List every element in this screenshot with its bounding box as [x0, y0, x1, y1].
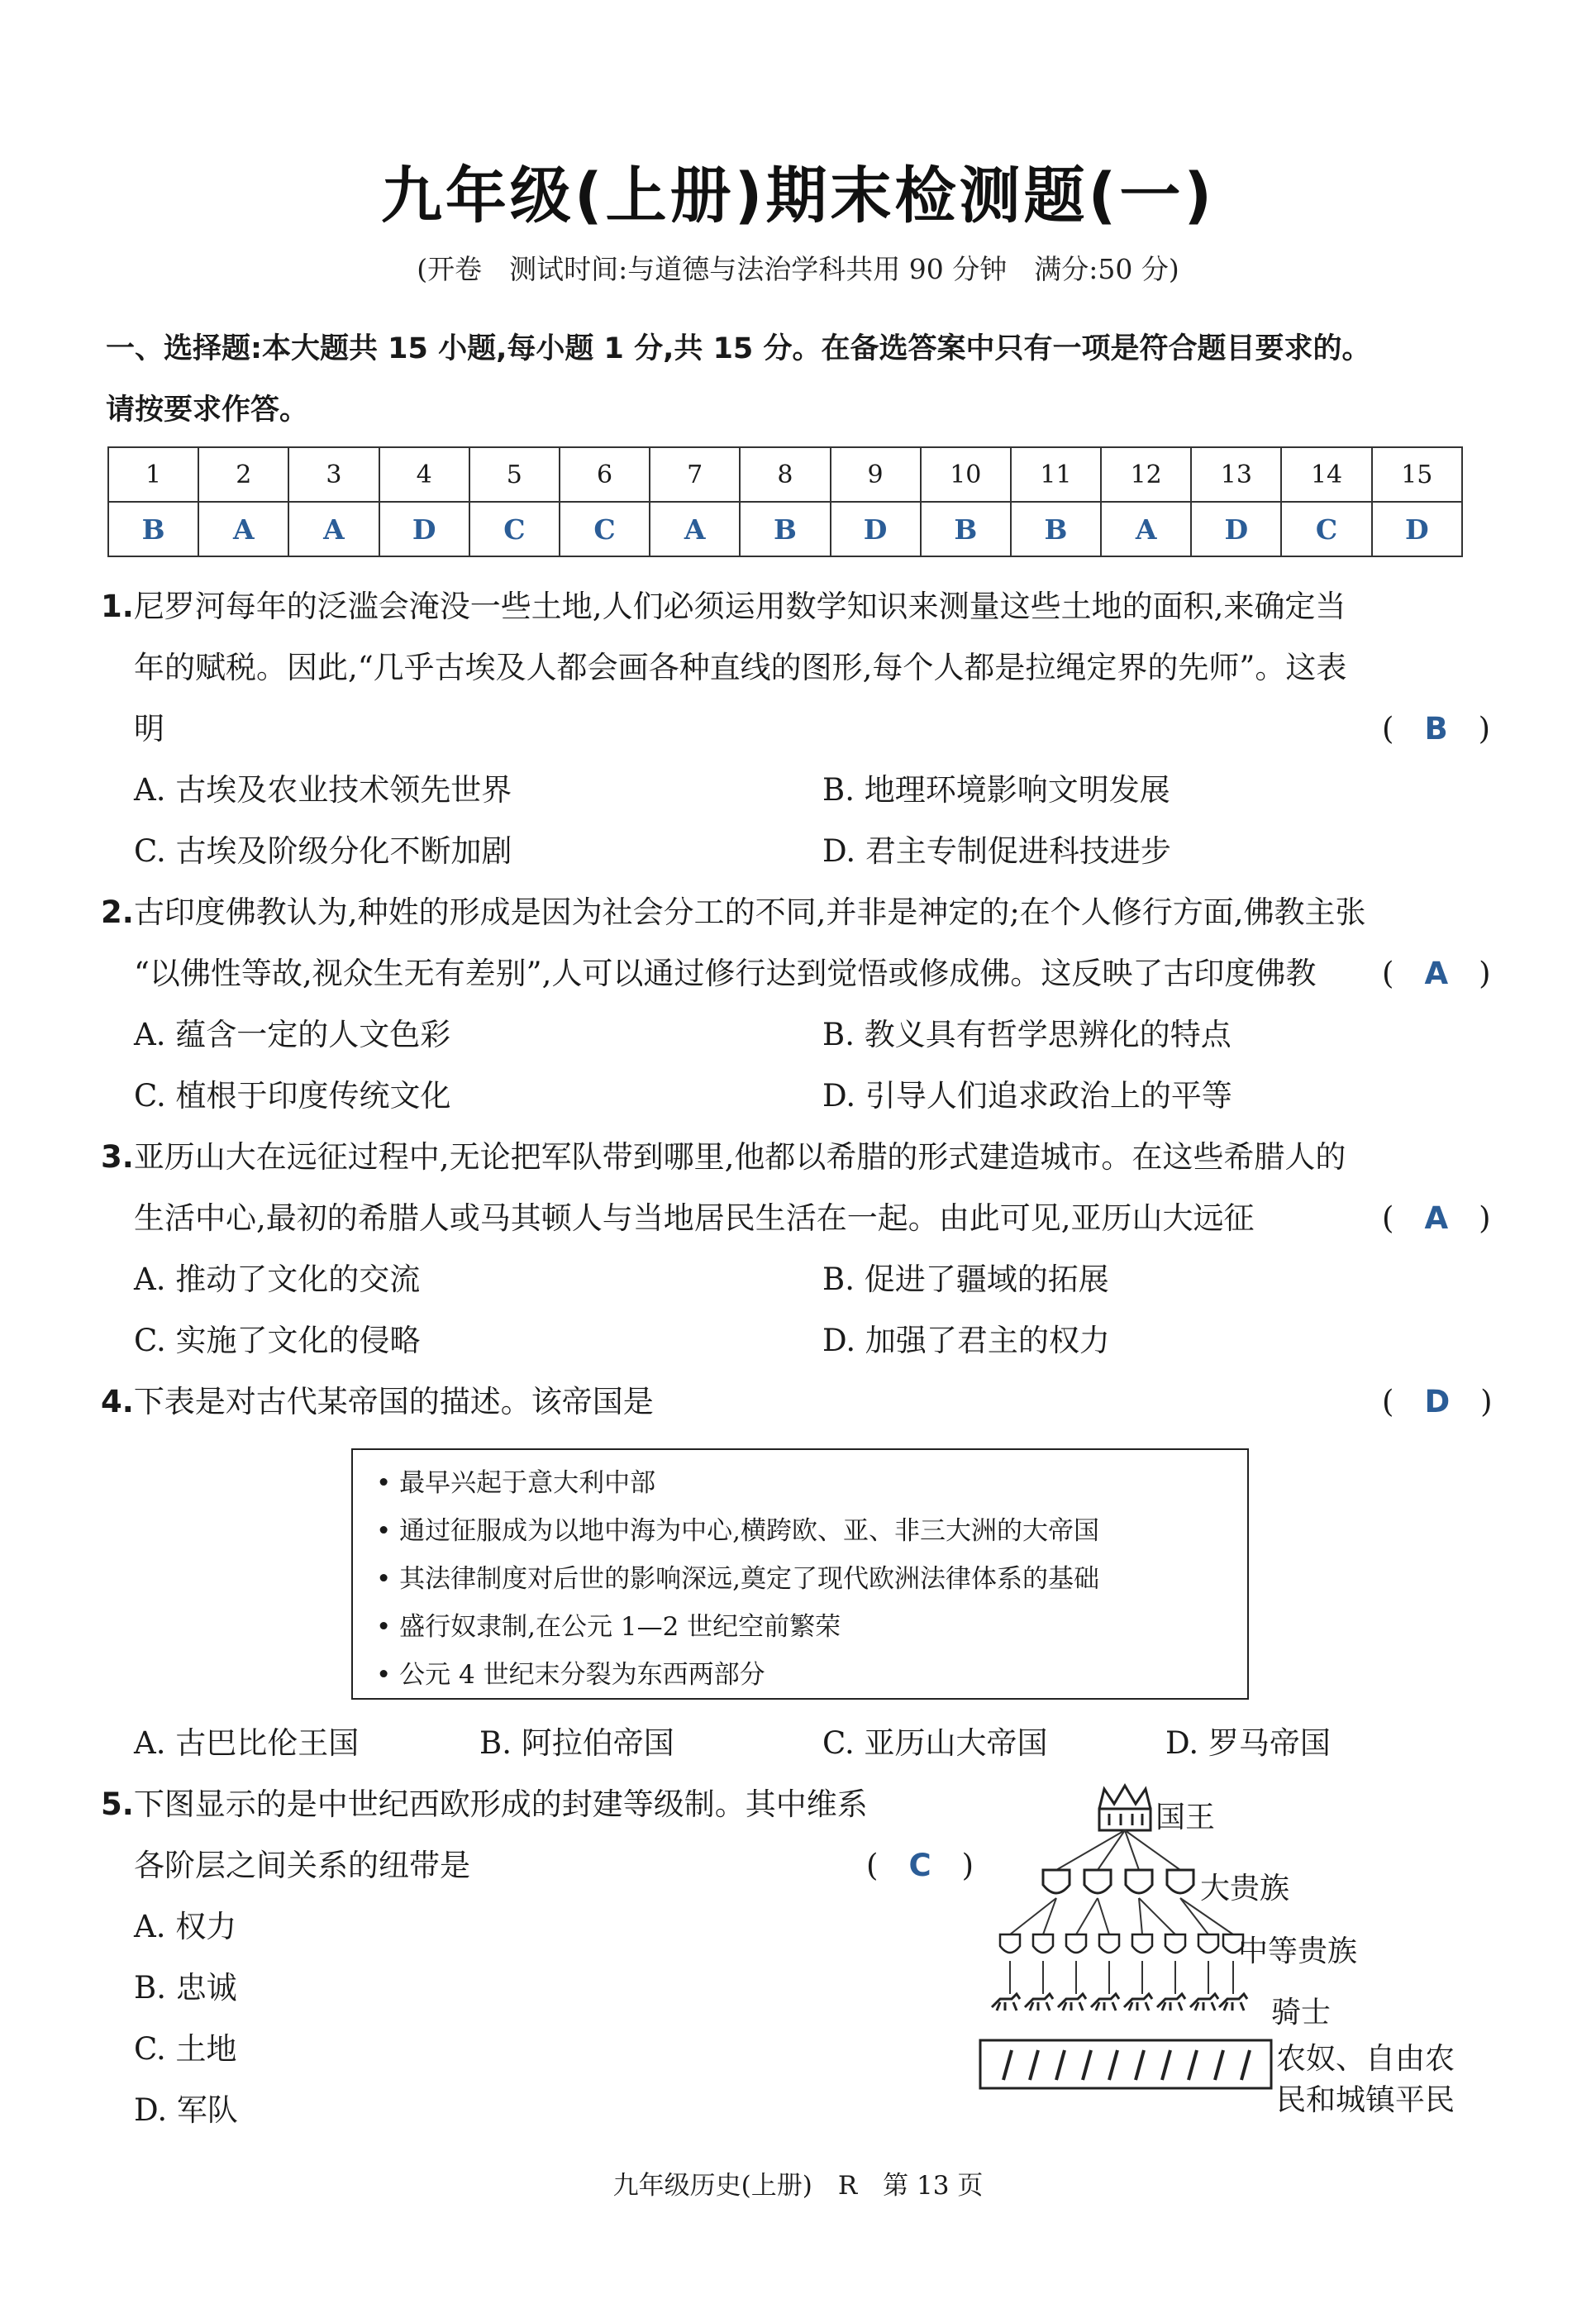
answer-table-answer-row [108, 502, 1462, 556]
pyramid-level-peasants-line-2: 民和城镇平民 [1276, 2083, 1455, 2117]
box-item: • 最早兴起于意大利中部 [376, 1468, 656, 1498]
table-cell: 6 [560, 447, 650, 502]
option-b: B. 地理环境影响文明发展 [822, 772, 1170, 808]
question-2-line-2: “以佛性等故,视众生无有差别”,人可以通过修行达到觉悟或修成佛。这反映了古印度佛教 [134, 956, 1317, 991]
answer-letter: A [1424, 1200, 1449, 1236]
table-cell: 1 [108, 447, 198, 502]
answer-paren: ( B ) [1382, 711, 1491, 747]
option-c: C. 古埃及阶级分化不断加剧 [134, 833, 512, 869]
question-number: 4. [101, 1384, 134, 1419]
table-cell: A [1101, 502, 1191, 556]
question-text: 古印度佛教认为,种姓的形成是因为社会分工的不同,并非是神定的;在个人修行方面,佛教主张 [133, 894, 1366, 930]
answer-paren: ( C ) [866, 1848, 974, 1883]
connector-lines [1010, 1830, 1233, 1994]
table-cell: A [288, 502, 379, 556]
table-cell: 10 [921, 447, 1011, 502]
question-1-line-3: 明 [134, 711, 164, 747]
question-1-line-1 [101, 581, 1346, 626]
page-title: 九年级(上册)期末检测题(一) [380, 160, 1216, 231]
option-c: C. 土地 [134, 2031, 237, 2067]
pyramid-level-great-nobles: 大贵族 [1200, 1872, 1290, 1906]
question-2-line-1 [101, 887, 1366, 932]
pyramid-level-king: 国王 [1155, 1801, 1216, 1834]
answer-paren: ( A ) [1382, 1200, 1491, 1236]
shield-icon [1000, 1934, 1243, 1953]
answer-table-number-row [108, 447, 1462, 502]
option-d: D. 罗马帝国 [1165, 1725, 1331, 1761]
option-c: C. 亚历山大帝国 [822, 1725, 1048, 1761]
table-cell: C [1281, 502, 1371, 556]
question-text: 亚历山大在远征过程中,无论把军队带到哪里,他都以希腊的形式建造城市。在这些希腊人的 [133, 1139, 1346, 1175]
table-cell: 14 [1281, 447, 1371, 502]
shield-icon [1043, 1870, 1193, 1893]
table-cell: D [379, 502, 469, 556]
question-3-line-1 [101, 1132, 1346, 1176]
option-d: D. 君主专制促进科技进步 [822, 833, 1171, 869]
answer-letter: D [1424, 1384, 1451, 1419]
question-text: 下图显示的是中世纪西欧形成的封建等级制。其中维系 [133, 1786, 868, 1822]
pyramid-level-middle-nobles: 中等贵族 [1238, 1934, 1358, 1968]
table-cell: D [1191, 502, 1281, 556]
question-5-line-2: 各阶层之间关系的纽带是 [134, 1848, 470, 1883]
option-b: B. 阿拉伯帝国 [479, 1725, 674, 1761]
option-a: A. 古巴比伦王国 [134, 1725, 360, 1761]
table-cell: 7 [650, 447, 740, 502]
question-number: 3. [101, 1139, 134, 1175]
table-cell: B [740, 502, 830, 556]
option-d: D. 引导人们追求政治上的平等 [822, 1078, 1232, 1114]
table-cell: B [1011, 502, 1101, 556]
question-4-line-1 [101, 1376, 654, 1421]
option-c: C. 实施了文化的侵略 [134, 1323, 421, 1358]
table-cell: C [560, 502, 650, 556]
option-a: A. 推动了文化的交流 [134, 1262, 421, 1297]
table-cell: 4 [379, 447, 469, 502]
table-cell: D [831, 502, 921, 556]
question-number: 5. [101, 1786, 134, 1822]
question-number: 1. [101, 589, 134, 624]
answer-table [107, 446, 1463, 557]
option-a: A. 古埃及农业技术领先世界 [134, 772, 512, 808]
option-b: B. 忠诚 [134, 1970, 237, 2006]
table-cell: 11 [1011, 447, 1101, 502]
answer-letter: B [1424, 711, 1448, 747]
section-line-1: 一、选择题:本大题共 15 小题,每小题 1 分,共 15 分。在备选答案中只有一项是符合题目要求的。 [106, 332, 1371, 365]
table-cell: D [1372, 502, 1462, 556]
table-cell: 2 [198, 447, 288, 502]
option-a: A. 蕴含一定的人文色彩 [134, 1017, 451, 1052]
table-cell: 13 [1191, 447, 1281, 502]
pyramid-level-peasants-line-1: 农奴、自由农 [1276, 2042, 1455, 2076]
question-5-line-1 [101, 1779, 868, 1824]
question-1-line-2: 年的赋税。因此,“几乎古埃及人都会画各种直线的图形,每个人都是拉绳定界的先师”。这表 [134, 650, 1347, 685]
question-number: 2. [101, 894, 134, 930]
exam-info: (开卷 测试时间:与道德与法治学科共用 90 分钟 满分:50 分) [417, 253, 1179, 285]
table-cell: 15 [1372, 447, 1462, 502]
crown-icon [1099, 1786, 1151, 1830]
section-line-2: 请按要求作答。 [106, 394, 309, 427]
table-cell: B [108, 502, 198, 556]
option-b: B. 促进了疆域的拓展 [822, 1262, 1109, 1297]
table-cell: 5 [469, 447, 560, 502]
table-cell: 8 [740, 447, 830, 502]
table-cell: 12 [1101, 447, 1191, 502]
answer-letter: A [1424, 956, 1449, 991]
question-text: 尼罗河每年的泛滥会淹没一些土地,人们必须运用数学知识来测量这些土地的面积,来确定当 [133, 589, 1346, 624]
box-item: • 通过征服成为以地中海为中心,横跨欧、亚、非三大洲的大帝国 [376, 1516, 1099, 1546]
answer-paren: ( A ) [1382, 956, 1491, 991]
box-item: • 公元 4 世纪末分裂为东西两部分 [376, 1660, 765, 1690]
table-cell: B [921, 502, 1011, 556]
table-cell: A [198, 502, 288, 556]
box-item: • 其法律制度对后世的影响深远,奠定了现代欧洲法律体系的基础 [376, 1564, 1099, 1594]
table-cell: A [650, 502, 740, 556]
option-a: A. 权力 [134, 1909, 237, 1944]
pyramid-level-knights: 骑士 [1271, 1996, 1332, 2030]
peasants-box [980, 2040, 1271, 2088]
table-cell: C [469, 502, 560, 556]
horse-icon [992, 1994, 1247, 2011]
option-b: B. 教义具有哲学思辨化的特点 [822, 1017, 1232, 1052]
answer-paren: ( D ) [1382, 1384, 1493, 1419]
page-footer: 九年级历史(上册) R 第 13 页 [612, 2171, 984, 2201]
answer-letter: C [908, 1848, 931, 1883]
box-item: • 盛行奴隶制,在公元 1—2 世纪空前繁荣 [376, 1612, 841, 1642]
question-3-line-2: 生活中心,最初的希腊人或马其顿人与当地居民生活在一起。由此可见,亚历山大远征 [134, 1200, 1255, 1236]
option-d: D. 军队 [134, 2092, 238, 2128]
section-header [106, 318, 1511, 441]
option-d: D. 加强了君主的权力 [822, 1323, 1110, 1358]
option-c: C. 植根于印度传统文化 [134, 1078, 451, 1114]
table-cell: 3 [288, 447, 379, 502]
question-text: 下表是对古代某帝国的描述。该帝国是 [133, 1384, 654, 1419]
table-cell: 9 [831, 447, 921, 502]
